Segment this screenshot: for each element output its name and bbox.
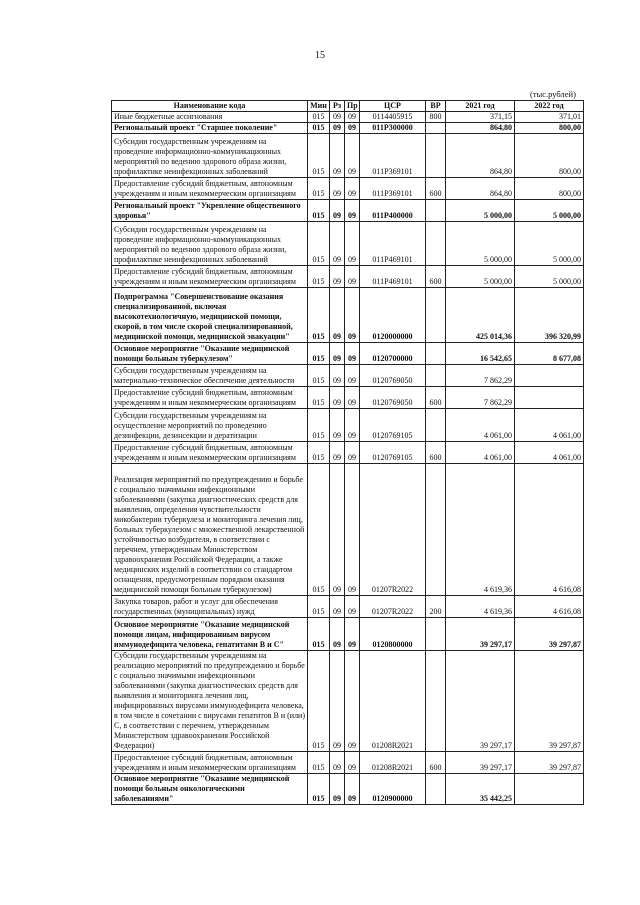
row-pr: 09: [345, 442, 360, 464]
row-csr: 0120769050: [360, 387, 426, 409]
row-amount-2022: 800,00: [515, 178, 584, 200]
row-vr: [426, 343, 446, 365]
row-csr: 011P300000: [360, 123, 426, 134]
row-amount-2021: 5 000,00: [446, 200, 515, 222]
row-name: Субсидии государственным учреждениям на проведение информационно-коммуникационных мероприятий по ведению здорового образа жизни, профилактике неинфекционных заболеваний: [112, 222, 308, 266]
row-amount-2022: 5 000,00: [515, 266, 584, 288]
row-vr: 600: [426, 442, 446, 464]
header-csr: ЦСР: [360, 101, 426, 112]
row-pr: 09: [345, 365, 360, 387]
row-min: 015: [308, 409, 330, 442]
row-amount-2022: 4 061,00: [515, 409, 584, 442]
row-rz: 09: [330, 178, 345, 200]
row-amount-2022: [515, 365, 584, 387]
row-min: 015: [308, 365, 330, 387]
row-amount-2021: 39 297,17: [446, 752, 515, 774]
row-rz: 09: [330, 112, 345, 123]
row-min: 015: [308, 774, 330, 805]
row-vr: [426, 222, 446, 266]
row-amount-2021: 4 061,00: [446, 409, 515, 442]
row-name: Региональный проект "Старшее поколение": [112, 123, 308, 134]
row-min: 015: [308, 134, 330, 178]
row-amount-2022: 800,00: [515, 134, 584, 178]
row-vr: [426, 774, 446, 805]
header-2022: 2022 год: [515, 101, 584, 112]
row-amount-2021: 4 061,00: [446, 442, 515, 464]
row-vr: [426, 409, 446, 442]
row-name: Основное мероприятие "Оказание медицинской помощи лицам, инфицированным вирусом иммунодефицита человека, гепатитами B и C": [112, 618, 308, 651]
row-amount-2022: 800,00: [515, 123, 584, 134]
row-vr: 600: [426, 266, 446, 288]
table-row: [112, 112, 584, 123]
row-pr: 09: [345, 343, 360, 365]
header-pr: Пр: [345, 101, 360, 112]
row-min: 015: [308, 343, 330, 365]
row-amount-2021: 4 619,36: [446, 464, 515, 596]
row-min: 015: [308, 178, 330, 200]
row-name: Иные бюджетные ассигнования: [112, 112, 308, 123]
header-2021: 2021 год: [446, 101, 515, 112]
row-vr: 600: [426, 387, 446, 409]
row-amount-2022: 4 616,08: [515, 464, 584, 596]
row-amount-2022: 4 061,00: [515, 442, 584, 464]
row-min: 015: [308, 651, 330, 752]
row-pr: 09: [345, 112, 360, 123]
units-label: (тыс.рублей): [530, 89, 576, 99]
row-pr: 09: [345, 774, 360, 805]
row-amount-2021: 7 862,29: [446, 365, 515, 387]
row-csr: 011P469101: [360, 266, 426, 288]
table-row: [112, 442, 584, 464]
row-csr: 011P369101: [360, 178, 426, 200]
row-name: Предоставление субсидий бюджетным, автономным учреждениям и иным некоммерческим организациям: [112, 387, 308, 409]
row-min: 015: [308, 200, 330, 222]
row-min: 015: [308, 596, 330, 618]
row-rz: 09: [330, 651, 345, 752]
row-csr: 011P369101: [360, 134, 426, 178]
table-row: [112, 618, 584, 651]
table-row: [112, 596, 584, 618]
row-amount-2022: [515, 774, 584, 805]
row-csr: 011P400000: [360, 200, 426, 222]
row-rz: 09: [330, 222, 345, 266]
row-vr: 600: [426, 178, 446, 200]
row-vr: [426, 123, 446, 134]
row-csr: 01207R2022: [360, 464, 426, 596]
row-pr: 09: [345, 134, 360, 178]
row-vr: [426, 651, 446, 752]
row-min: 015: [308, 266, 330, 288]
row-pr: 09: [345, 178, 360, 200]
table-row: [112, 266, 584, 288]
row-amount-2021: 5 000,00: [446, 266, 515, 288]
row-amount-2021: 864,80: [446, 123, 515, 134]
row-csr: 0120800000: [360, 618, 426, 651]
row-name: Субсидии государственным учреждениям на осуществление мероприятий по проведению дезинфекции, дезинсекции и дератизации: [112, 409, 308, 442]
table-row: [112, 288, 584, 343]
row-rz: 09: [330, 134, 345, 178]
row-vr: [426, 618, 446, 651]
row-pr: 09: [345, 618, 360, 651]
row-name: Подпрограмма "Совершенствование оказания специализированной, включая высокотехнологичную, медицинской помощи, скорой, в том числе скорой специализированной, медицинской помощи, медицинской эвакуации": [112, 288, 308, 343]
row-rz: 09: [330, 123, 345, 134]
row-csr: 01207R2022: [360, 596, 426, 618]
row-rz: 09: [330, 266, 345, 288]
row-pr: 09: [345, 651, 360, 752]
row-pr: 09: [345, 200, 360, 222]
row-name: Реализация мероприятий по предупреждению и борьбе с социально значимыми инфекционными заболеваниями (закупка диагностических средств для выявления, определения чувствительности микобактерии туберкулеза и мониторинга лечения лиц, больных туберкулезом с множественной лекарственной устойчивостью возбудителя, в соответствии с перечнем, утвержденным Министерством здравоохранения Российской Федерации, а также медицинских изделий в соответствии со стандартом оснащения, предусмотренным порядком оказания медицинской помощи больным туберкулезом): [112, 464, 308, 596]
row-min: 015: [308, 752, 330, 774]
row-min: 015: [308, 387, 330, 409]
row-name: Основное мероприятие "Оказание медицинской помощи больным туберкулезом": [112, 343, 308, 365]
row-vr: [426, 200, 446, 222]
row-csr: 01208R2021: [360, 752, 426, 774]
row-name: Субсидии государственным учреждениям на материально-техническое обеспечение деятельности: [112, 365, 308, 387]
row-csr: 0120769050: [360, 365, 426, 387]
row-amount-2021: 39 297,17: [446, 618, 515, 651]
row-min: 015: [308, 464, 330, 596]
row-pr: 09: [345, 387, 360, 409]
row-amount-2022: 39 297,87: [515, 752, 584, 774]
row-rz: 09: [330, 596, 345, 618]
row-amount-2021: 864,80: [446, 178, 515, 200]
row-vr: 200: [426, 596, 446, 618]
row-csr: 011P469101: [360, 222, 426, 266]
row-pr: 09: [345, 752, 360, 774]
row-amount-2021: 4 619,36: [446, 596, 515, 618]
row-min: 015: [308, 112, 330, 123]
row-amount-2021: 39 297,17: [446, 651, 515, 752]
row-pr: 09: [345, 464, 360, 596]
row-csr: 0120769105: [360, 409, 426, 442]
row-rz: 09: [330, 409, 345, 442]
row-pr: 09: [345, 409, 360, 442]
row-amount-2022: 5 000,00: [515, 200, 584, 222]
row-min: 015: [308, 442, 330, 464]
row-amount-2021: 16 542,65: [446, 343, 515, 365]
row-vr: [426, 464, 446, 596]
table-header-row: [112, 101, 584, 112]
table-row: [112, 178, 584, 200]
table-row: [112, 409, 584, 442]
row-amount-2022: 4 616,08: [515, 596, 584, 618]
row-vr: [426, 288, 446, 343]
header-min: Мин: [308, 101, 330, 112]
row-amount-2022: 8 677,08: [515, 343, 584, 365]
row-vr: [426, 134, 446, 178]
table-body: [112, 112, 584, 805]
row-name: Субсидии государственным учреждениям на проведение информационно-коммуникационных мероприятий по ведению здорового образа жизни, профилактике неинфекционных заболеваний: [112, 134, 308, 178]
row-vr: 600: [426, 752, 446, 774]
row-vr: 800: [426, 112, 446, 123]
row-amount-2021: 371,15: [446, 112, 515, 123]
table-row: [112, 464, 584, 596]
row-pr: 09: [345, 123, 360, 134]
header-vr: ВР: [426, 101, 446, 112]
row-csr: 0120700000: [360, 343, 426, 365]
row-csr: 01208R2021: [360, 651, 426, 752]
row-rz: 09: [330, 464, 345, 596]
row-name: Предоставление субсидий бюджетным, автономным учреждениям и иным некоммерческим организациям: [112, 752, 308, 774]
row-csr: 0120000000: [360, 288, 426, 343]
table-row: [112, 752, 584, 774]
header-name: Наименование кода: [112, 101, 308, 112]
row-min: 015: [308, 123, 330, 134]
row-pr: 09: [345, 596, 360, 618]
row-amount-2022: 39 297,87: [515, 618, 584, 651]
row-csr: 0114405915: [360, 112, 426, 123]
row-name: Региональный проект "Укрепление общественного здоровья": [112, 200, 308, 222]
table-row: [112, 134, 584, 178]
row-rz: 09: [330, 618, 345, 651]
page-number: 15: [315, 50, 325, 61]
row-rz: 09: [330, 752, 345, 774]
row-name: Субсидии государственным учреждениям на реализацию мероприятий по предупреждению и борьбе с социально значимыми инфекционными заболеваниями (закупка диагностических средств для выявления и мониторинга лечения лиц, инфицированных вирусами иммунодефицита человека, в том числе в сочетании с вирусами гепатитов B и (или) C, в соответствии с перечнем, утвержденным Министерством здравоохранения Российской Федерации): [112, 651, 308, 752]
row-rz: 09: [330, 288, 345, 343]
row-name: Основное мероприятие "Оказание медицинской помощи больным онкологическими заболеваниями": [112, 774, 308, 805]
row-amount-2021: 864,80: [446, 134, 515, 178]
table-row: [112, 774, 584, 805]
row-amount-2021: 35 442,25: [446, 774, 515, 805]
row-amount-2022: [515, 387, 584, 409]
row-amount-2022: 371,01: [515, 112, 584, 123]
row-pr: 09: [345, 288, 360, 343]
row-rz: 09: [330, 343, 345, 365]
table-row: [112, 200, 584, 222]
row-rz: 09: [330, 774, 345, 805]
row-rz: 09: [330, 387, 345, 409]
row-amount-2021: 7 862,29: [446, 387, 515, 409]
table-row: [112, 387, 584, 409]
table-row: [112, 123, 584, 134]
row-amount-2022: 39 297,87: [515, 651, 584, 752]
table-row: [112, 365, 584, 387]
table-row: [112, 651, 584, 752]
header-rz: Рз: [330, 101, 345, 112]
row-pr: 09: [345, 222, 360, 266]
row-name: Закупка товаров, работ и услуг для обеспечения государственных (муниципальных) нужд: [112, 596, 308, 618]
row-name: Предоставление субсидий бюджетным, автономным учреждениям и иным некоммерческим организациям: [112, 266, 308, 288]
row-rz: 09: [330, 200, 345, 222]
row-vr: [426, 365, 446, 387]
row-pr: 09: [345, 266, 360, 288]
row-csr: 0120900000: [360, 774, 426, 805]
row-name: Предоставление субсидий бюджетным, автономным учреждениям и иным некоммерческим организациям: [112, 178, 308, 200]
row-amount-2021: 5 000,00: [446, 222, 515, 266]
row-csr: 0120769105: [360, 442, 426, 464]
table-row: [112, 222, 584, 266]
table-row: [112, 343, 584, 365]
row-name: Предоставление субсидий бюджетным, автономным учреждениям и иным некоммерческим организациям: [112, 442, 308, 464]
row-rz: 09: [330, 442, 345, 464]
budget-table: [111, 100, 584, 805]
row-amount-2022: 5 000,00: [515, 222, 584, 266]
row-min: 015: [308, 618, 330, 651]
row-amount-2022: 396 320,99: [515, 288, 584, 343]
row-rz: 09: [330, 365, 345, 387]
row-amount-2021: 425 014,36: [446, 288, 515, 343]
row-min: 015: [308, 288, 330, 343]
row-min: 015: [308, 222, 330, 266]
